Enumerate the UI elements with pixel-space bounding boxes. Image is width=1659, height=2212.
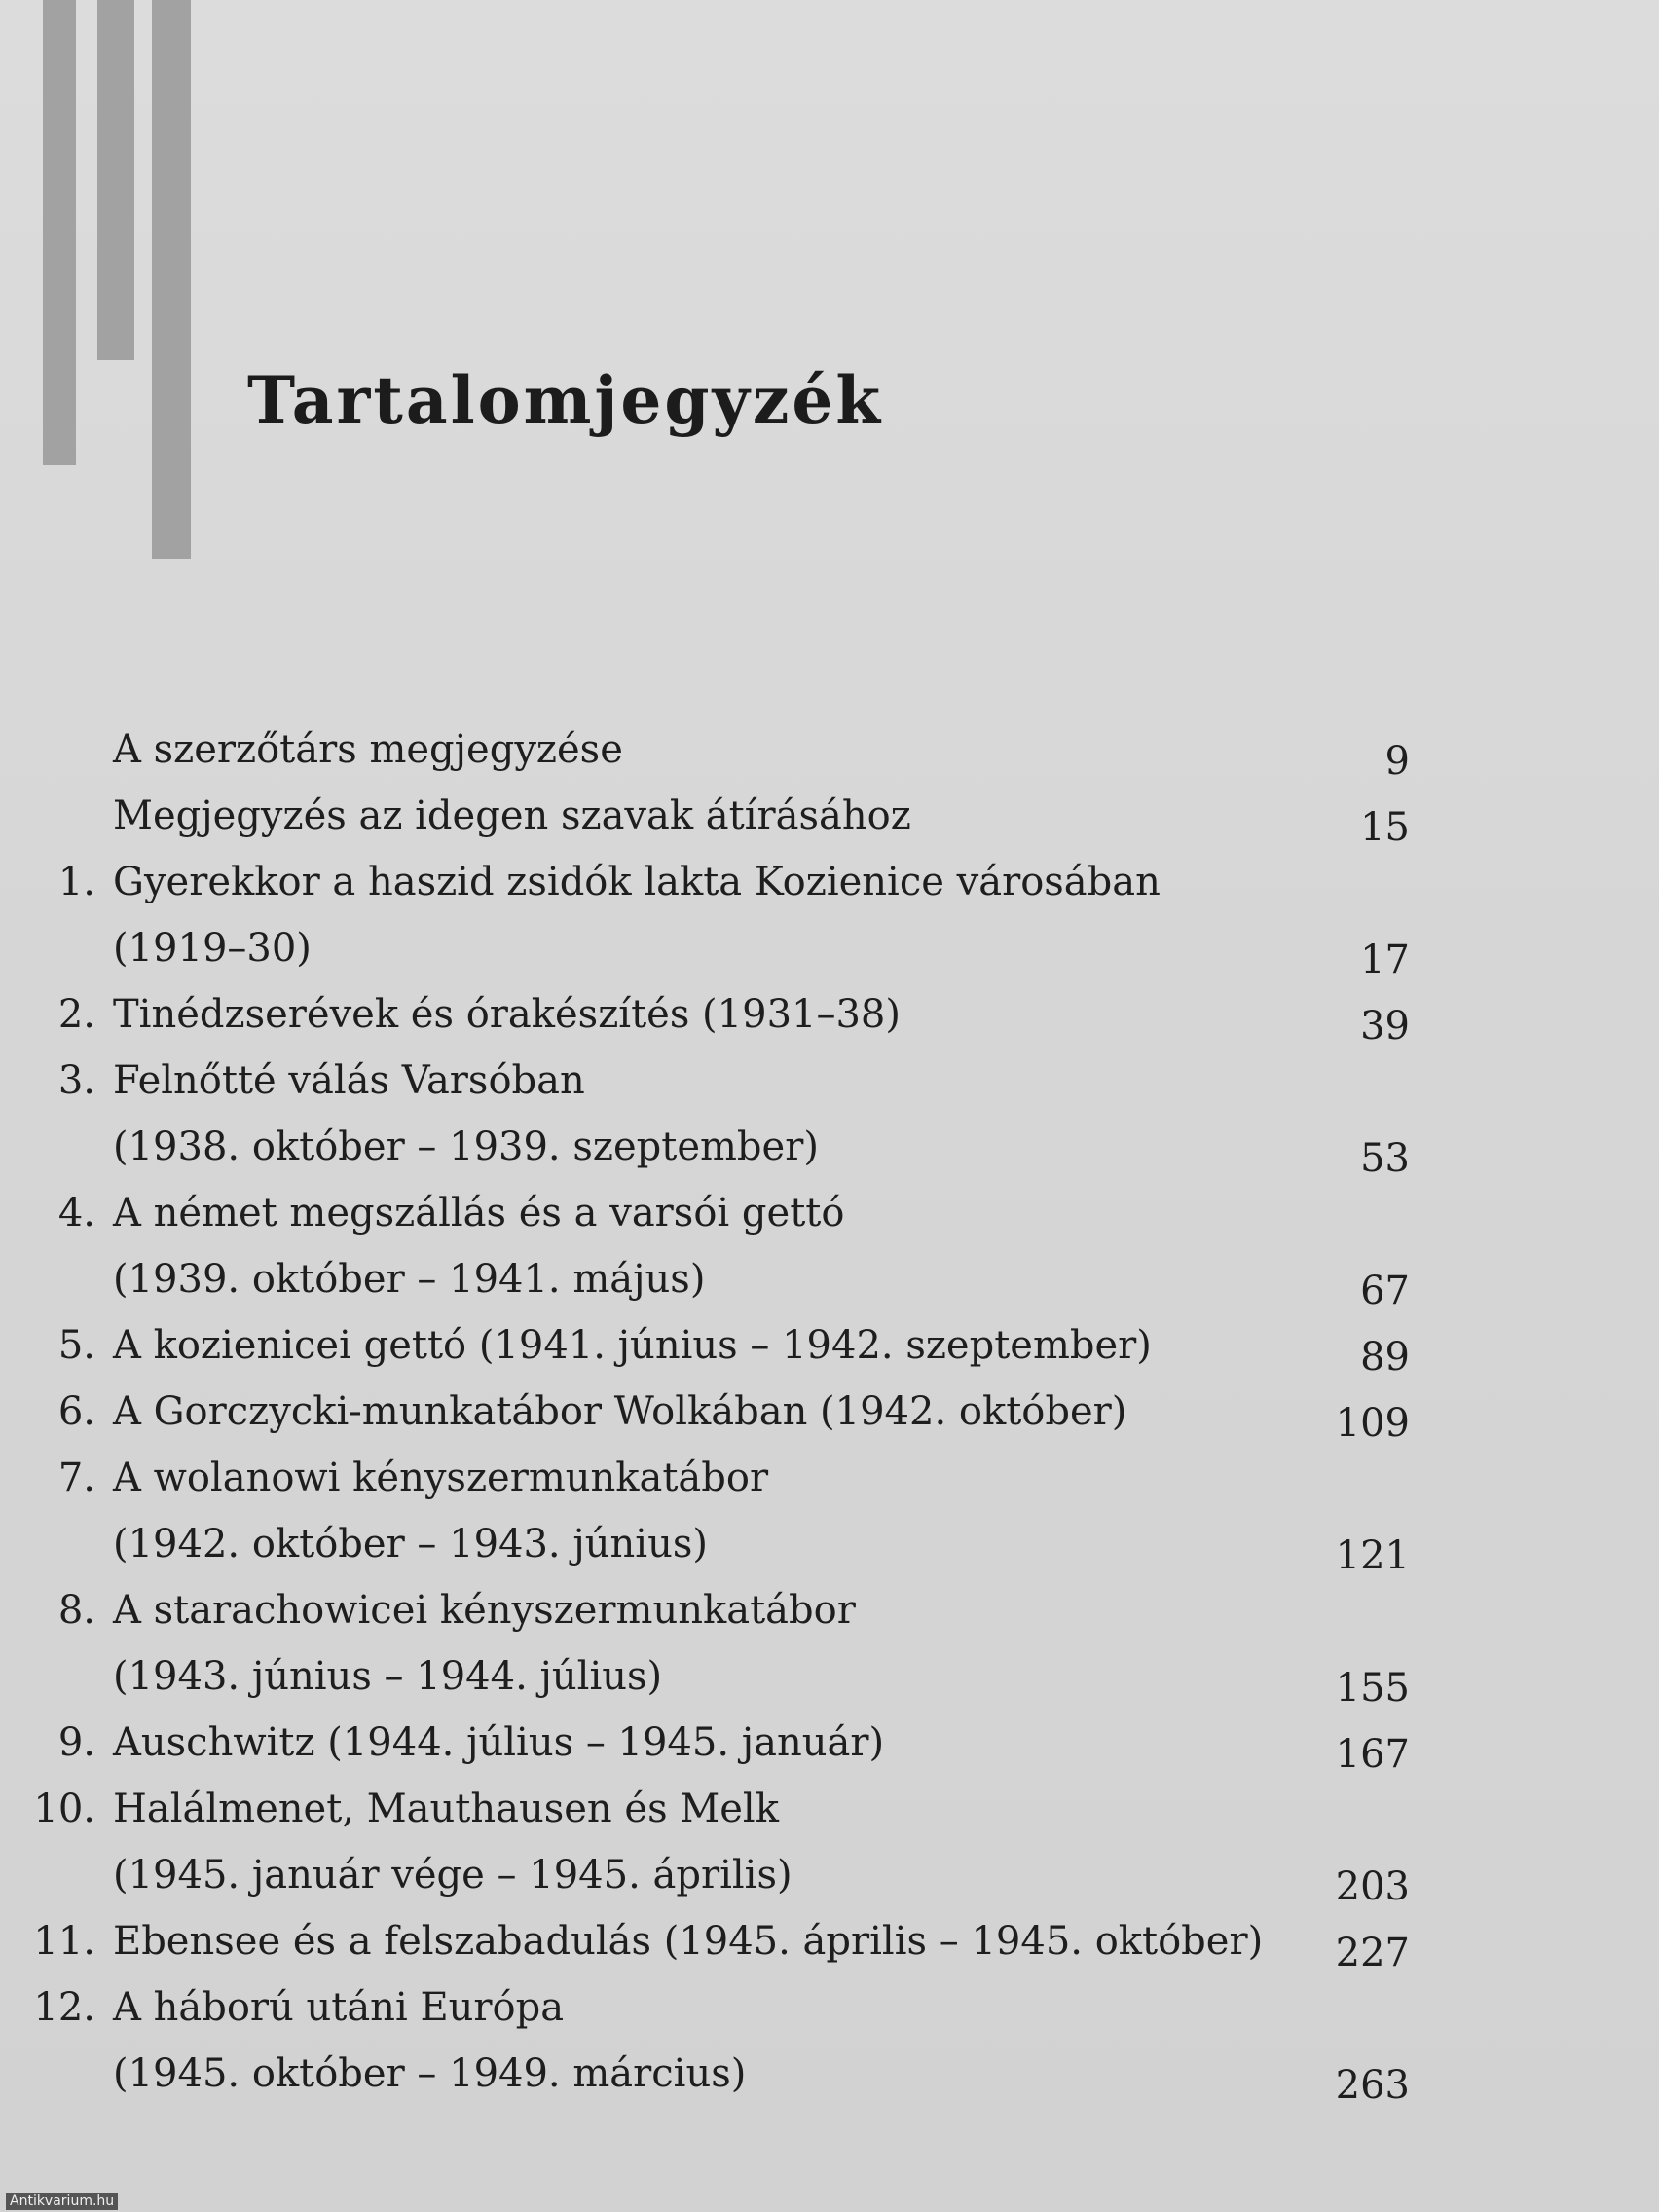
page-number: 121 [1335,1533,1410,1578]
chapter-number: 9. [57,1720,95,1765]
chapter-title: Megjegyzés az idegen szavak átírásához [113,793,911,838]
chapter-number: 1. [57,860,95,904]
page-number: 109 [1335,1401,1410,1446]
toc-entry [0,981,1659,1048]
toc-entry [0,1974,1659,2107]
chapter-title: Gyerekkor a haszid zsidók lakta Kozienice városában [113,860,1161,904]
watermark: Antikvarium.hu [6,2193,118,2210]
page-number: 15 [1360,805,1410,850]
chapter-number: 3. [57,1058,95,1103]
chapter-title: A Gorczycki-munkatábor Wolkában (1942. október) [113,1389,1127,1434]
toc-entry [0,1710,1659,1776]
decorative-bar [152,0,191,559]
chapter-number: 10. [33,1787,95,1831]
chapter-number: 6. [57,1389,95,1434]
page-number: 203 [1335,1864,1410,1909]
toc-entry [0,1445,1659,1577]
chapter-date-range: (1945. január vége – 1945. április) [113,1853,793,1898]
chapter-title: Tinédzserévek és órakészítés (1931–38) [113,992,901,1037]
chapter-date-range: (1938. október – 1939. szeptember) [113,1124,819,1169]
page-number: 9 [1384,739,1410,784]
chapter-title: A kozienicei gettó (1941. június – 1942. szeptember) [113,1323,1152,1368]
page-number: 67 [1360,1269,1410,1313]
chapter-date-range: (1919–30) [113,926,312,971]
chapter-title: Felnőtté válás Varsóban [113,1058,585,1103]
page-number: 89 [1360,1335,1410,1380]
page-title: Tartalomjegyzék [247,362,884,438]
chapter-date-range: (1943. június – 1944. július) [113,1654,663,1699]
chapter-number: 11. [33,1919,95,1964]
toc-entry [0,783,1659,849]
chapter-title: A szerzőtárs megjegyzése [113,727,623,772]
decorative-bar [97,0,134,360]
chapter-number: 7. [57,1456,95,1500]
toc-entry [0,1908,1659,1974]
toc-entry [0,1312,1659,1379]
page-number: 167 [1335,1732,1410,1777]
chapter-number: 8. [57,1588,95,1633]
chapter-title: Auschwitz (1944. július – 1945. január) [113,1720,885,1765]
chapter-title: A háború utáni Európa [113,1985,565,2030]
page-number: 263 [1335,2063,1410,2108]
chapter-number: 4. [57,1191,95,1235]
page-number: 39 [1360,1004,1410,1049]
chapter-number: 5. [57,1323,95,1368]
toc-entry [0,717,1659,783]
chapter-title: A német megszállás és a varsói gettó [113,1191,845,1235]
page-number: 155 [1335,1666,1410,1711]
chapter-title: A starachowicei kényszermunkatábor [113,1588,856,1633]
chapter-number: 12. [33,1985,95,2030]
toc-entry [0,849,1659,981]
chapter-title: Halálmenet, Mauthausen és Melk [113,1787,779,1831]
toc-entry [0,1577,1659,1710]
chapter-title: Ebensee és a felszabadulás (1945. április – 1945. október) [113,1919,1264,1964]
page-number: 53 [1360,1136,1410,1181]
decorative-bar [43,0,76,465]
chapter-date-range: (1939. október – 1941. május) [113,1257,706,1302]
page-number: 17 [1360,938,1410,982]
toc-entry [0,1180,1659,1312]
chapter-date-range: (1945. október – 1949. március) [113,2051,747,2096]
toc-entry [0,1379,1659,1445]
toc-entry [0,1048,1659,1180]
page-number: 227 [1335,1931,1410,1975]
chapter-date-range: (1942. október – 1943. június) [113,1522,708,1567]
chapter-title: A wolanowi kényszermunkatábor [113,1456,769,1500]
toc-entry [0,1776,1659,1908]
chapter-number: 2. [57,992,95,1037]
